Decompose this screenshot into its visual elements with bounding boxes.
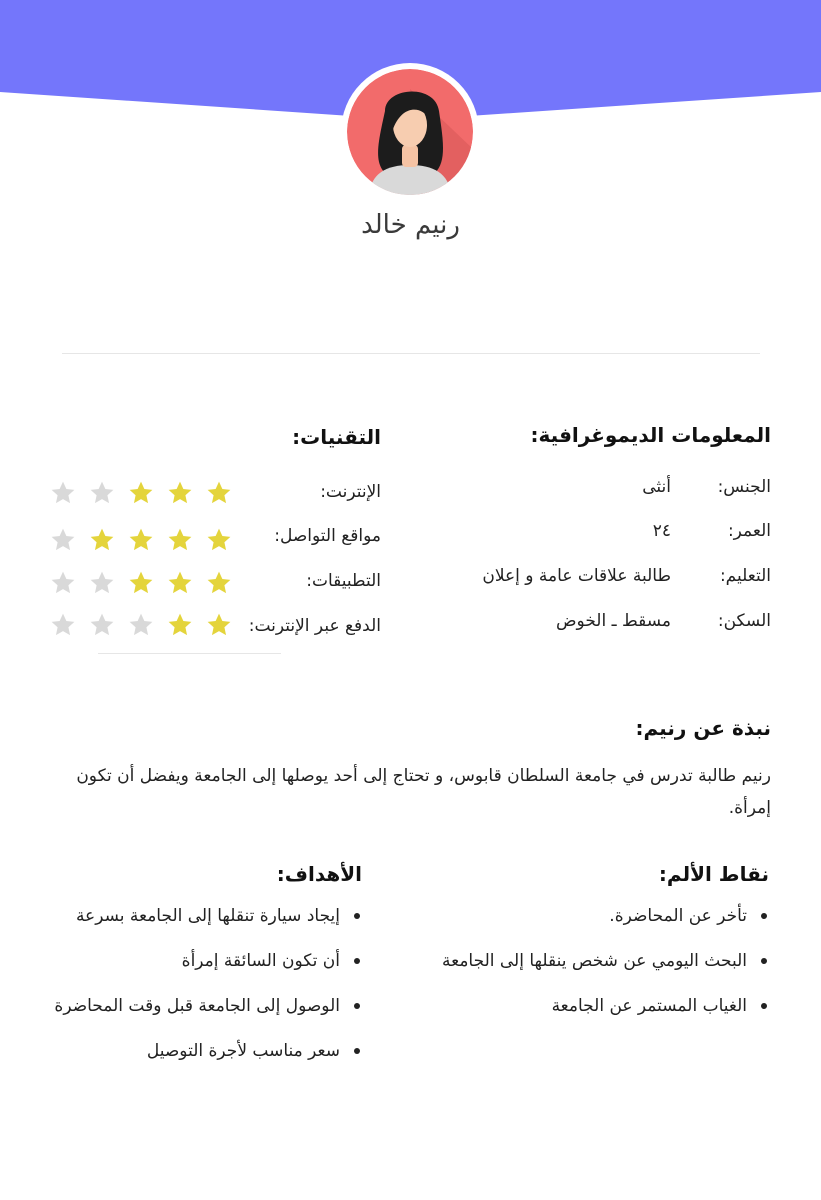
pain-points-list [442, 903, 769, 1038]
list-item: الوصول إلى الجامعة قبل وقت المحاضرة [54, 993, 362, 1038]
list-item: البحث اليومي عن شخص ينقلها إلى الجامعة [442, 948, 769, 993]
tech-label-social: مواقع التواصل: [274, 526, 381, 546]
age-label: العمر: [727, 521, 771, 541]
tech-label-apps: التطبيقات: [306, 571, 381, 591]
education-label: التعليم: [719, 566, 771, 586]
list-item: الغياب المستمر عن الجامعة [442, 993, 769, 1038]
gender-value: أنثى [642, 477, 671, 497]
rating-apps [50, 570, 232, 596]
persona-name: رنيم خالد [361, 210, 460, 240]
rating-social [50, 527, 232, 553]
goals-list [54, 903, 362, 1083]
list-item: أن تكون السائقة إمرأة [54, 948, 362, 993]
tech-title: التقنيات: [292, 425, 381, 449]
star-filled-icon [167, 612, 193, 638]
age-value: ٢٤ [652, 521, 671, 541]
star-filled-icon [128, 570, 154, 596]
star-filled-icon [167, 527, 193, 553]
list-item: تأخر عن المحاضرة. [442, 903, 769, 948]
rating-internet [50, 480, 232, 506]
education-value: طالبة علاقات عامة و إعلان [482, 566, 671, 586]
star-empty-icon [50, 527, 76, 553]
star-empty-icon [50, 612, 76, 638]
star-filled-icon [206, 480, 232, 506]
star-filled-icon [167, 570, 193, 596]
star-filled-icon [89, 527, 115, 553]
star-empty-icon [89, 480, 115, 506]
tech-divider [98, 653, 281, 654]
gender-label: الجنس: [717, 477, 771, 497]
star-filled-icon [128, 527, 154, 553]
list-item: إيجاد سيارة تنقلها إلى الجامعة بسرعة [54, 903, 362, 948]
star-filled-icon [206, 527, 232, 553]
list-item: سعر مناسب لأجرة التوصيل [54, 1038, 362, 1083]
star-filled-icon [128, 480, 154, 506]
goals-title: الأهداف: [276, 862, 362, 886]
star-empty-icon [89, 570, 115, 596]
tech-label-payment: الدفع عبر الإنترنت: [248, 616, 381, 636]
star-filled-icon [206, 570, 232, 596]
about-title: نبذة عن رنيم: [635, 716, 771, 740]
star-filled-icon [206, 612, 232, 638]
residence-label: السكن: [717, 611, 771, 631]
top-divider [62, 353, 760, 354]
avatar [341, 63, 479, 201]
pain-points-title: نقاط الألم: [658, 862, 769, 886]
rating-payment [50, 612, 232, 638]
star-filled-icon [167, 480, 193, 506]
star-empty-icon [89, 612, 115, 638]
star-empty-icon [128, 612, 154, 638]
about-text: رنيم طالبة تدرس في جامعة السلطان قابوس، و تحتاج إلى أحد يوصلها إلى الجامعة ويفضل أن تكون إمرأة. [76, 766, 771, 818]
demographics-title: المعلومات الديموغرافية: [530, 423, 771, 447]
residence-value: مسقط ـ الخوض [555, 611, 671, 631]
tech-label-internet: الإنترنت: [320, 482, 381, 502]
star-empty-icon [50, 570, 76, 596]
avatar-illustration [347, 69, 473, 195]
star-empty-icon [50, 480, 76, 506]
